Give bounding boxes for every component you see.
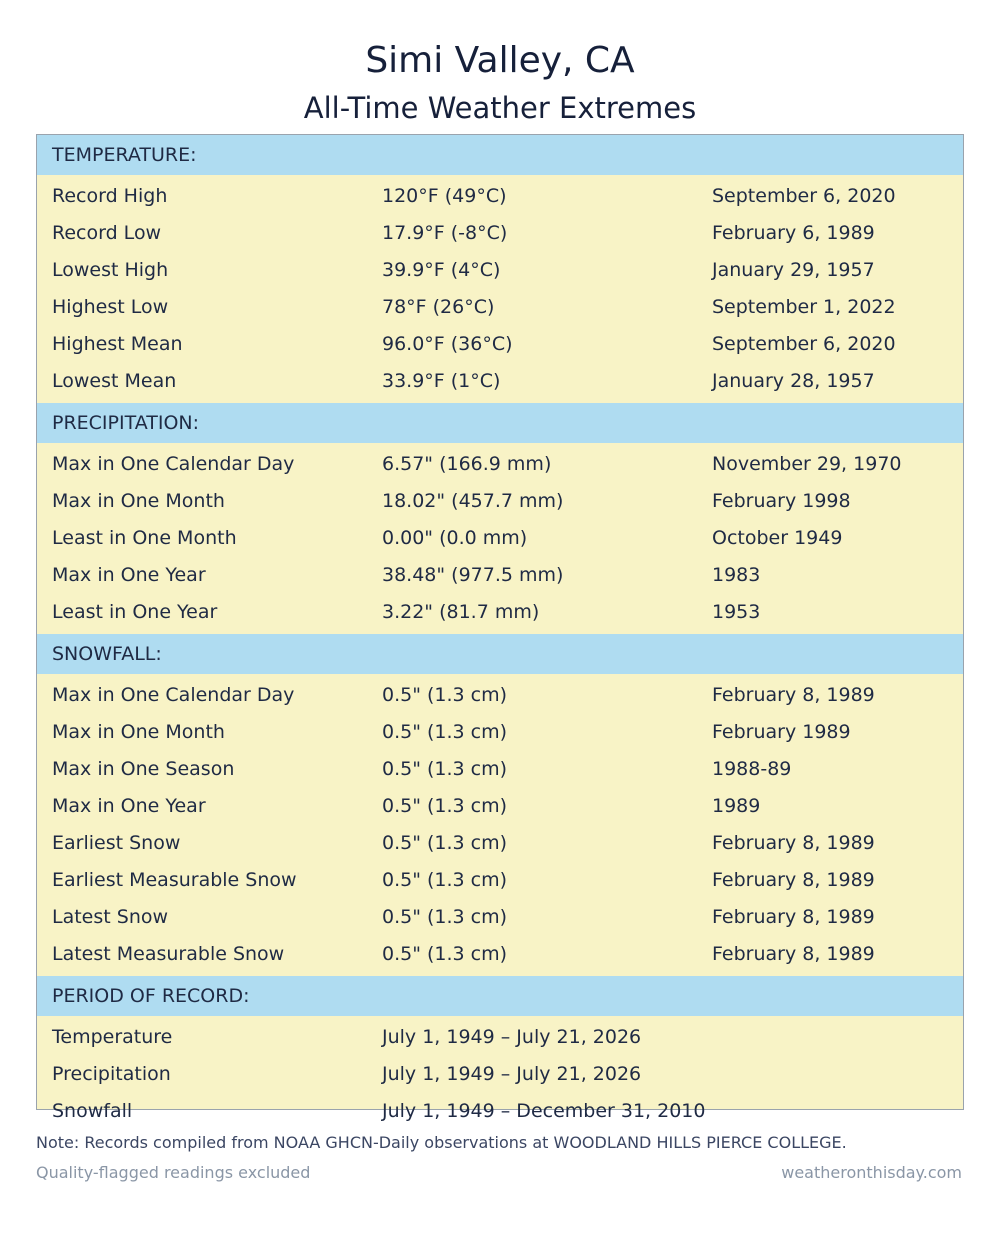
section-header-period-of-record: PERIOD OF RECORD: bbox=[37, 976, 963, 1016]
row-value: July 1, 1949 – July 21, 2026 bbox=[382, 1063, 642, 1085]
row-label: Max in One Season bbox=[52, 758, 235, 780]
row-date: September 1, 2022 bbox=[712, 296, 896, 318]
row-label: Precipitation bbox=[52, 1063, 171, 1085]
table-row bbox=[37, 899, 963, 936]
row-label: Temperature bbox=[52, 1026, 173, 1048]
row-value: July 1, 1949 – July 21, 2026 bbox=[382, 1026, 642, 1048]
table-row bbox=[37, 289, 963, 326]
row-label: Record Low bbox=[52, 222, 162, 244]
table-row bbox=[37, 751, 963, 788]
site-credit: weatheronthisday.com bbox=[781, 1163, 962, 1182]
row-value: 17.9°F (-8°C) bbox=[382, 222, 508, 244]
row-value: 96.0°F (36°C) bbox=[382, 333, 513, 355]
table-row bbox=[37, 520, 963, 557]
table-row bbox=[37, 1056, 963, 1093]
row-value: 120°F (49°C) bbox=[382, 185, 507, 207]
row-date: October 1949 bbox=[712, 527, 843, 549]
section-rows-temperature bbox=[37, 175, 963, 403]
table-row bbox=[37, 215, 963, 252]
row-date: November 29, 1970 bbox=[712, 453, 902, 475]
row-date: February 8, 1989 bbox=[712, 943, 875, 965]
row-value: 6.57" (166.9 mm) bbox=[382, 453, 552, 475]
quality-note: Quality-flagged readings excluded bbox=[36, 1163, 311, 1182]
section-rows-period-of-record bbox=[37, 1016, 963, 1133]
row-value: 33.9°F (1°C) bbox=[382, 370, 501, 392]
row-value: 0.5" (1.3 cm) bbox=[382, 795, 508, 817]
row-value: 0.5" (1.3 cm) bbox=[382, 906, 508, 928]
table-row bbox=[37, 936, 963, 973]
row-value: 0.5" (1.3 cm) bbox=[382, 758, 508, 780]
page-title: Simi Valley, CA bbox=[365, 40, 635, 81]
row-date: February 1998 bbox=[712, 490, 851, 512]
table-row bbox=[37, 677, 963, 714]
row-date: 1989 bbox=[712, 795, 761, 817]
row-label: Max in One Year bbox=[52, 795, 206, 817]
table-row bbox=[37, 1019, 963, 1056]
row-date: February 8, 1989 bbox=[712, 832, 875, 854]
row-label: Snowfall bbox=[52, 1100, 133, 1122]
table-row bbox=[37, 1093, 963, 1130]
table-row bbox=[37, 714, 963, 751]
row-label: Lowest High bbox=[52, 259, 169, 281]
row-date: January 29, 1957 bbox=[712, 259, 875, 281]
row-value: 38.48" (977.5 mm) bbox=[382, 564, 564, 586]
row-value: 78°F (26°C) bbox=[382, 296, 495, 318]
table-row bbox=[37, 326, 963, 363]
row-label: Record High bbox=[52, 185, 168, 207]
section-header-snowfall: SNOWFALL: bbox=[37, 634, 963, 674]
row-date: February 8, 1989 bbox=[712, 906, 875, 928]
row-date: 1988-89 bbox=[712, 758, 792, 780]
row-value: 3.22" (81.7 mm) bbox=[382, 601, 540, 623]
row-date: September 6, 2020 bbox=[712, 185, 896, 207]
row-date: February 8, 1989 bbox=[712, 869, 875, 891]
table-row bbox=[37, 825, 963, 862]
section-rows-snowfall bbox=[37, 674, 963, 976]
row-value: 0.5" (1.3 cm) bbox=[382, 943, 508, 965]
row-value: 18.02" (457.7 mm) bbox=[382, 490, 564, 512]
row-label: Max in One Year bbox=[52, 564, 206, 586]
row-label: Max in One Calendar Day bbox=[52, 453, 295, 475]
row-label: Highest Low bbox=[52, 296, 169, 318]
row-date: January 28, 1957 bbox=[712, 370, 875, 392]
table-row bbox=[37, 483, 963, 520]
section-header-temperature: TEMPERATURE: bbox=[37, 135, 963, 175]
section-header-precipitation: PRECIPITATION: bbox=[37, 403, 963, 443]
row-date: 1983 bbox=[712, 564, 761, 586]
table-row bbox=[37, 363, 963, 400]
section-rows-precipitation bbox=[37, 443, 963, 634]
row-date: February 8, 1989 bbox=[712, 684, 875, 706]
table-row bbox=[37, 178, 963, 215]
row-value: 0.5" (1.3 cm) bbox=[382, 832, 508, 854]
extremes-table bbox=[36, 134, 964, 1122]
table-row bbox=[37, 557, 963, 594]
table-row bbox=[37, 252, 963, 289]
row-label: Least in One Year bbox=[52, 601, 218, 623]
source-note: Note: Records compiled from NOAA GHCN-Daily observations at WOODLAND HILLS PIERCE COLLEGE. bbox=[36, 1133, 847, 1152]
table-row bbox=[37, 446, 963, 483]
row-date: February 1989 bbox=[712, 721, 851, 743]
table-row bbox=[37, 594, 963, 631]
page-subtitle: All-Time Weather Extremes bbox=[303, 91, 697, 125]
row-value: 0.5" (1.3 cm) bbox=[382, 869, 508, 891]
row-date: September 6, 2020 bbox=[712, 333, 896, 355]
row-label: Earliest Snow bbox=[52, 832, 181, 854]
row-label: Highest Mean bbox=[52, 333, 183, 355]
row-label: Earliest Measurable Snow bbox=[52, 869, 297, 891]
row-label: Max in One Calendar Day bbox=[52, 684, 295, 706]
row-value: 39.9°F (4°C) bbox=[382, 259, 501, 281]
row-value: July 1, 1949 – December 31, 2010 bbox=[382, 1100, 706, 1122]
row-label: Latest Measurable Snow bbox=[52, 943, 285, 965]
row-label: Least in One Month bbox=[52, 527, 237, 549]
table-row bbox=[37, 862, 963, 899]
row-value: 0.5" (1.3 cm) bbox=[382, 721, 508, 743]
table-row bbox=[37, 788, 963, 825]
row-label: Lowest Mean bbox=[52, 370, 177, 392]
row-value: 0.5" (1.3 cm) bbox=[382, 684, 508, 706]
row-label: Max in One Month bbox=[52, 721, 225, 743]
row-date: 1953 bbox=[712, 601, 761, 623]
row-label: Latest Snow bbox=[52, 906, 169, 928]
row-value: 0.00" (0.0 mm) bbox=[382, 527, 528, 549]
row-date: February 6, 1989 bbox=[712, 222, 875, 244]
row-label: Max in One Month bbox=[52, 490, 225, 512]
